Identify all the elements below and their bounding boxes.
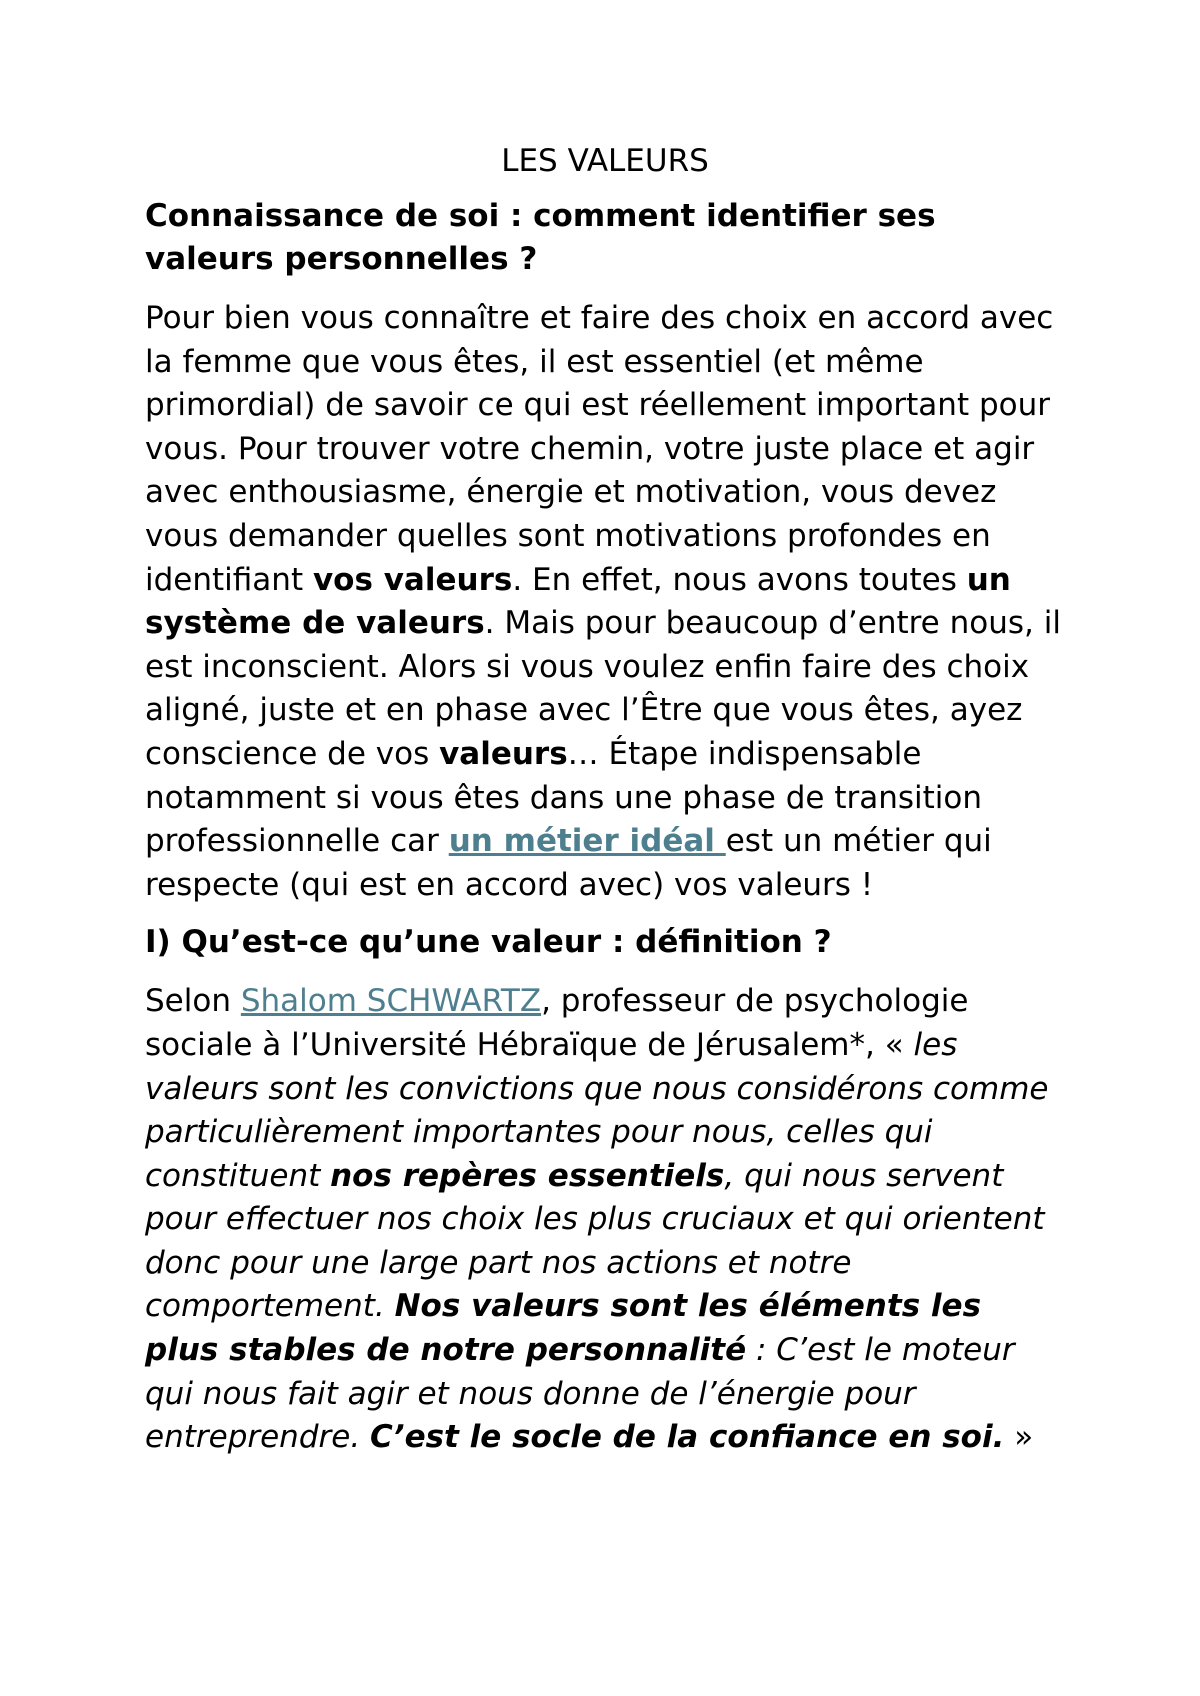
link-shalom-schwartz[interactable]: Shalom SCHWARTZ (240, 983, 542, 1020)
document-body (145, 140, 1065, 1460)
document-title: LES VALEURS (501, 143, 709, 179)
link-metier-ideal[interactable]: un métier idéal (448, 823, 726, 860)
text-run: . Mais pour beaucoup d’entre nous, il est inconscient. Alors si vous voulez enfin faire des choix aligné, juste et en phase avec l’Être que vous êtes, ayez conscience de vos (145, 605, 1061, 772)
section-heading-definition: I) Qu’est-ce qu’une valeur : définition ? (145, 924, 832, 961)
text-run: est un métier qui respecte (qui est en accord avec) vos valeurs ! (145, 823, 992, 903)
italic-quote-run: , qui nous servent pour effectuer nos choix les plus cruciaux et qui orientent donc pour une large part nos actions et notre comportement. (145, 1157, 1045, 1325)
bold-systeme-de-valeurs: un système de valeurs (145, 561, 1011, 642)
paragraph-definition (145, 980, 1065, 1460)
text-run: . En effet, nous avons toutes (512, 561, 967, 598)
italic-quote-run: les valeurs sont les convictions que nous considérons comme particulièrement importantes pour nous, celles qui constituent (145, 1026, 1049, 1194)
closing-quote: » (1004, 1419, 1034, 1456)
bold-vos-valeurs: vos valeurs (312, 561, 513, 598)
bold-italic-elements-stables: Nos valeurs sont les éléments les plus stables de notre personnalité (145, 1288, 982, 1369)
section-heading-connaissance: Connaissance de soi : comment identifier ses valeurs personnelles ? (145, 198, 936, 277)
text-run: , professeur de psychologie sociale à l’Université Hébraïque de Jérusalem*, « (145, 983, 969, 1063)
bold-italic-reperes-essentiels: nos repères essentiels (330, 1157, 725, 1194)
paragraph-introduction (145, 297, 1065, 907)
text-run: … Étape indispensable notamment si vous êtes dans une phase de transition professionnelle car (145, 735, 983, 860)
text-run: Selon (145, 983, 241, 1020)
bold-italic-socle-confiance: C’est le socle de la confiance en soi. (370, 1419, 1005, 1456)
italic-quote-run: : C’est le moteur qui nous fait agir et nous donne de l’énergie pour entreprendre. (145, 1332, 1015, 1456)
text-run: Pour bien vous connaître et faire des choix en accord avec la femme que vous êtes, il est essentiel (et même primordial) de savoir ce qui est réellement important pour vous. Pour trouver votre chemin, votre juste place et agir avec enthousiasme, énergie et motivation, vous devez vous demander quelles sont motivations profondes en identifiant (145, 300, 1054, 598)
bold-valeurs: valeurs (439, 735, 568, 772)
